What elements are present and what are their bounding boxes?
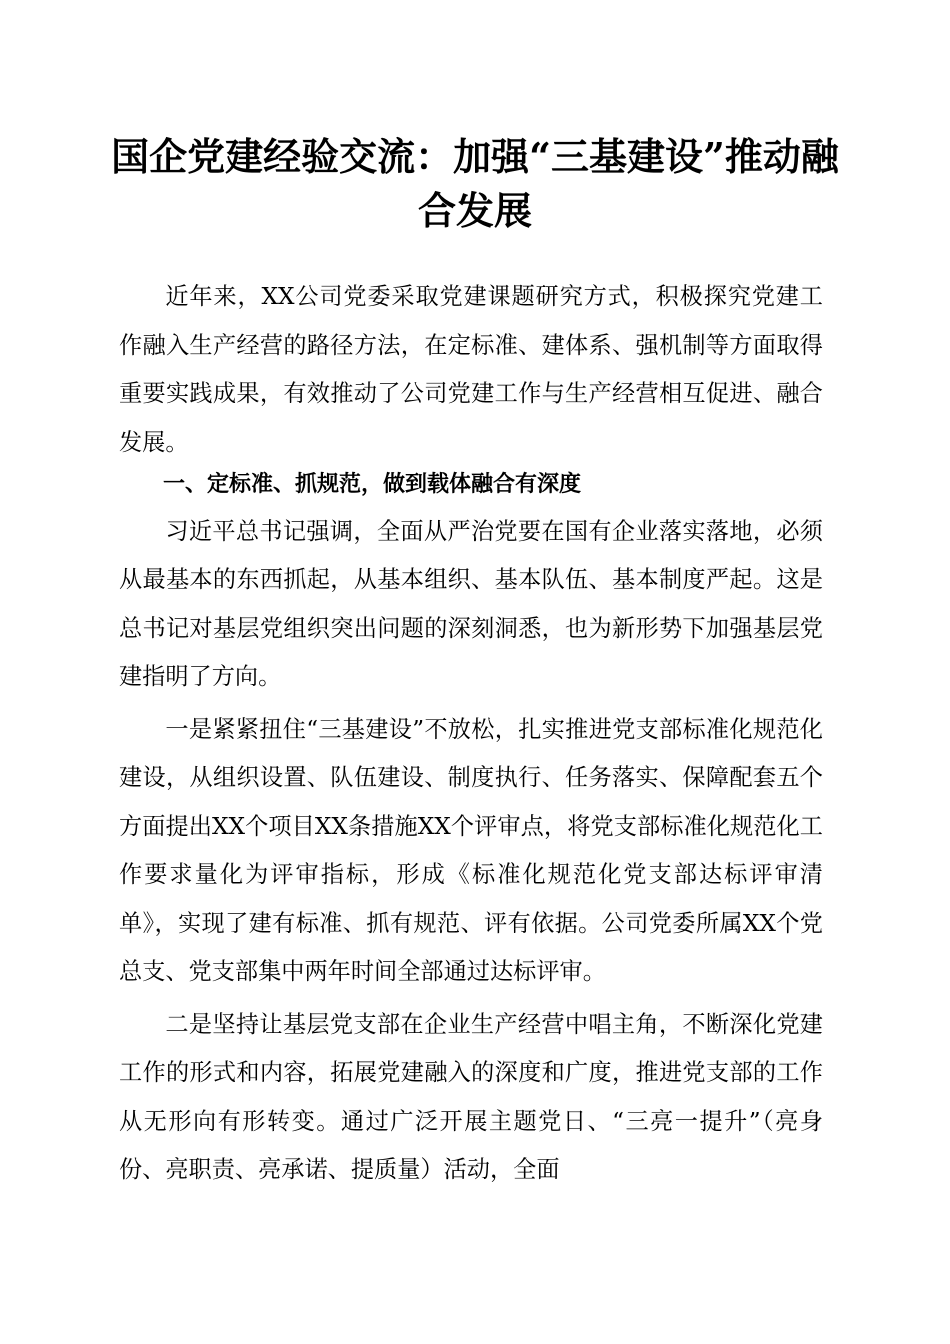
- intro-paragraph: 近年来，XX公司党委采取党建课题研究方式，积极探究党建工作融入生产经营的路径方法，在定标准、建体系、强机制等方面取得重要实践成果，有效推动了公司党建工作与生产经营相互促进、融合发展。: [119, 283, 823, 456]
- document-body: [119, 273, 823, 1195]
- body-paragraph: 一是紧紧扭住“三基建设”不放松，扎实推进党支部标准化规范化建设，从组织设置、队伍建设、制度执行、任务落实、保障配套五个方面提出XX个项目XX条措施XX个评审点，将党支部标准化规范化工作要求量化为评审指标，形成《标准化规范化党支部达标评审清单》，实现了建有标准、抓有规范、评有依据。公司党委所属XX个党总支、党支部集中两年时间全部通过达标评审。: [119, 715, 823, 985]
- body-paragraph: 二是坚持让基层党支部在企业生产经营中唱主角，不断深化党建工作的形式和内容，拓展党建融入的深度和广度，推进党支部的工作从无形向有形转变。通过广泛开展主题党日、“三亮一提升”（亮身份、亮职责、亮承诺、提质量）活动，全面: [119, 1010, 823, 1183]
- section-heading: 一、定标准、抓规范，做到载体融合有深度: [163, 472, 582, 497]
- document-title: 国企党建经验交流：加强“三基建设”推动融合发展: [111, 134, 839, 233]
- body-paragraph: 习近平总书记强调，全面从严治党要在国有企业落实落地，必须从最基本的东西抓起，从基本组织、基本队伍、基本制度严起。这是总书记对基层党组织突出问题的深刻洞悉，也为新形势下加强基层党建指明了方向。: [119, 517, 823, 690]
